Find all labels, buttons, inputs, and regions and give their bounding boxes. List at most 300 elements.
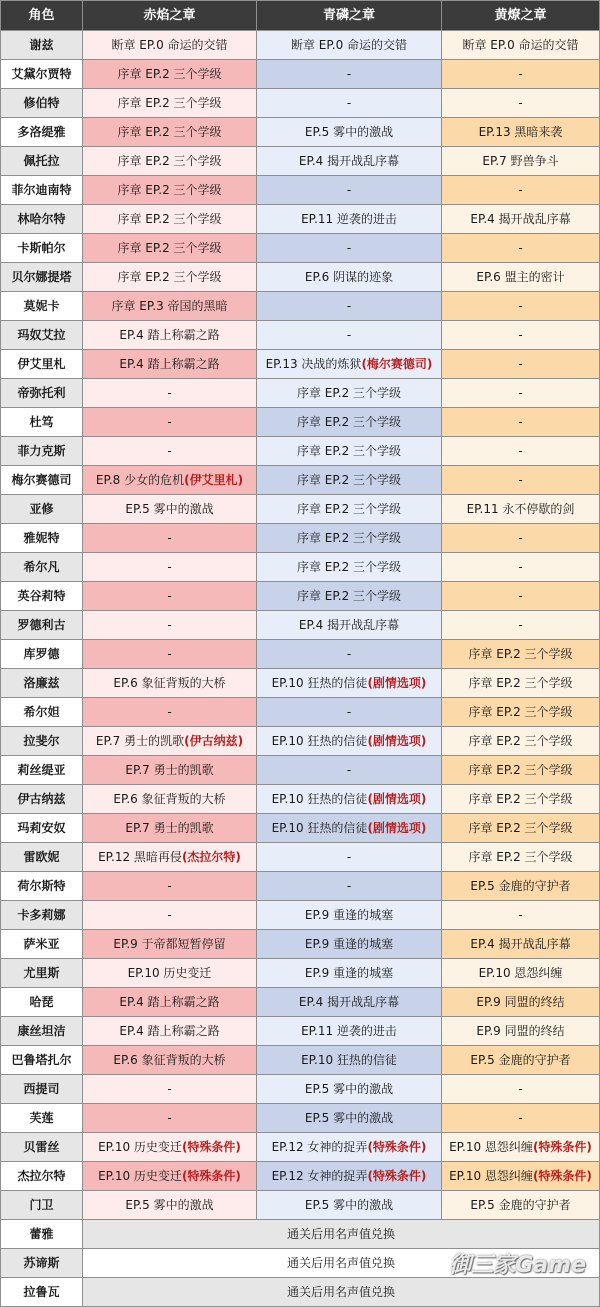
blue-chapter-cell (257, 640, 442, 669)
character-name-cell: 修伯特 (1, 89, 83, 118)
yellow-chapter-cell-text: - (518, 908, 523, 922)
red-chapter-cell-text: 断章 EP.0 命运的交错 (111, 38, 228, 52)
character-name-cell: 萨米亚 (1, 930, 83, 959)
yellow-chapter-cell (442, 669, 600, 698)
yellow-chapter-cell (442, 147, 600, 176)
character-name-cell: 伊古纳兹 (1, 785, 83, 814)
yellow-chapter-cell (442, 611, 600, 640)
blue-chapter-cell (257, 321, 442, 350)
red-chapter-cell-text: EP.10 历史变迁 (98, 1169, 182, 1183)
red-chapter-cell-text: - (167, 1082, 172, 1096)
character-name-cell: 英谷莉特 (1, 582, 83, 611)
blue-chapter-cell (257, 408, 442, 437)
yellow-chapter-cell (442, 1104, 600, 1133)
condition-note: (梅尔赛德司) (361, 357, 433, 371)
blue-chapter-cell (257, 1133, 442, 1162)
red-chapter-cell-text: EP.7 勇士的凯歌 (125, 763, 214, 777)
red-chapter-cell (83, 756, 257, 785)
table-body (1, 31, 600, 1307)
character-name-cell: 蕾雅 (1, 1220, 83, 1249)
blue-chapter-cell-text: 序章 EP.2 三个学级 (296, 444, 402, 458)
blue-chapter-cell (257, 263, 442, 292)
table-row (1, 31, 600, 60)
table-row (1, 350, 600, 379)
blue-chapter-cell-text: 序章 EP.2 三个学级 (296, 473, 402, 487)
yellow-chapter-cell-text: EP.5 金鹿的守护者 (470, 1053, 571, 1067)
yellow-chapter-cell (442, 263, 600, 292)
table-row (1, 1278, 600, 1307)
table-row (1, 930, 600, 959)
red-chapter-cell-text: - (167, 879, 172, 893)
character-name-cell: 罗德利古 (1, 611, 83, 640)
blue-chapter-cell-text: - (346, 241, 352, 255)
yellow-chapter-cell-text: EP.13 黑暗来袭 (478, 125, 563, 139)
blue-chapter-cell (257, 959, 442, 988)
blue-chapter-cell-text: - (346, 647, 352, 661)
red-chapter-cell (83, 988, 257, 1017)
yellow-chapter-cell-text: - (518, 1082, 523, 1096)
yellow-chapter-cell-text: - (518, 560, 523, 574)
character-name-cell: 多洛缇雅 (1, 118, 83, 147)
yellow-chapter-cell-text: EP.9 同盟的终结 (476, 995, 565, 1009)
table-row (1, 1046, 600, 1075)
blue-chapter-cell (257, 437, 442, 466)
red-chapter-cell (83, 118, 257, 147)
yellow-chapter-cell-text: 序章 EP.2 三个学级 (468, 734, 573, 748)
condition-note: (伊古纳兹) (184, 734, 244, 748)
red-chapter-cell (83, 553, 257, 582)
yellow-chapter-cell-text: EP.4 揭开战乱序幕 (470, 212, 571, 226)
blue-chapter-cell-text: 序章 EP.2 三个学级 (296, 589, 402, 603)
yellow-chapter-cell-text: EP.10 恩怨纠缠 (478, 966, 563, 980)
table-row (1, 582, 600, 611)
red-chapter-cell-text: EP.12 黑暗再侵 (98, 850, 182, 864)
character-name-cell: 卡斯帕尔 (1, 234, 83, 263)
red-chapter-cell-text: EP.6 象征背叛的大桥 (113, 676, 226, 690)
red-chapter-cell-text: - (167, 415, 172, 429)
yellow-chapter-cell (442, 466, 600, 495)
red-chapter-cell (83, 1191, 257, 1220)
yellow-chapter-cell-text: - (518, 589, 523, 603)
character-name-cell: 拉鲁瓦 (1, 1278, 83, 1307)
yellow-chapter-cell-text: 序章 EP.2 三个学级 (468, 821, 573, 835)
yellow-chapter-cell (442, 727, 600, 756)
blue-chapter-cell-text: 序章 EP.2 三个学级 (296, 502, 402, 516)
blue-chapter-cell-text: EP.9 重逢的城塞 (304, 937, 394, 951)
red-chapter-cell (83, 89, 257, 118)
table-row (1, 553, 600, 582)
condition-note: (剧情选项) (367, 676, 427, 690)
blue-chapter-cell-text: - (346, 850, 352, 864)
character-name-cell: 莫妮卡 (1, 292, 83, 321)
blue-chapter-cell (257, 698, 442, 727)
red-chapter-cell-text: 序章 EP.2 三个学级 (117, 96, 222, 110)
blue-chapter-cell (257, 1104, 442, 1133)
red-chapter-cell (83, 611, 257, 640)
yellow-chapter-cell (442, 321, 600, 350)
table-row (1, 901, 600, 930)
yellow-chapter-cell (442, 1162, 600, 1191)
yellow-chapter-cell-text: - (518, 1111, 523, 1125)
yellow-chapter-cell-text: EP.5 金鹿的守护者 (470, 1198, 571, 1212)
condition-note: (伊艾里札) (184, 473, 244, 487)
red-chapter-cell (83, 466, 257, 495)
red-chapter-cell-text: EP.4 踏上称霸之路 (119, 357, 220, 371)
red-chapter-cell-text: 序章 EP.3 帝国的黑暗 (111, 299, 228, 313)
red-chapter-cell-text: EP.5 雾中的激战 (125, 502, 214, 516)
red-chapter-cell-text: EP.7 勇士的凯歌 (95, 734, 185, 748)
red-chapter-cell-text: - (167, 618, 172, 632)
table-row (1, 234, 600, 263)
blue-chapter-cell (257, 901, 442, 930)
blue-chapter-cell-text: EP.10 狂热的信徒 (301, 1053, 397, 1067)
blue-chapter-cell-text: 序章 EP.2 三个学级 (296, 560, 402, 574)
table-row (1, 1017, 600, 1046)
table-row (1, 959, 600, 988)
condition-note: (特殊条件) (181, 1140, 241, 1154)
condition-note: (杰拉尔特) (181, 850, 241, 864)
yellow-chapter-cell-text: EP.11 永不停歇的剑 (466, 502, 575, 516)
table-row (1, 843, 600, 872)
yellow-chapter-cell (442, 872, 600, 901)
yellow-chapter-cell-text: - (518, 96, 523, 110)
merged-note-cell: 通关后用名声值兑换 (83, 1249, 600, 1278)
yellow-chapter-cell (442, 437, 600, 466)
character-name-cell: 尤里斯 (1, 959, 83, 988)
blue-chapter-cell-text: EP.10 狂热的信徒 (271, 734, 368, 748)
character-name-cell: 洛廉兹 (1, 669, 83, 698)
blue-chapter-cell-text: EP.11 逆袭的进击 (301, 1024, 397, 1038)
yellow-chapter-cell-text: - (518, 531, 523, 545)
yellow-chapter-cell (442, 31, 600, 60)
character-name-cell: 康丝坦洁 (1, 1017, 83, 1046)
blue-chapter-cell (257, 843, 442, 872)
character-name-cell: 雷欧妮 (1, 843, 83, 872)
character-name-cell: 卡多莉娜 (1, 901, 83, 930)
table-row (1, 89, 600, 118)
table-row (1, 379, 600, 408)
blue-chapter-cell (257, 1046, 442, 1075)
red-chapter-cell-text: EP.10 历史变迁 (98, 1140, 182, 1154)
yellow-chapter-cell (442, 930, 600, 959)
yellow-chapter-cell-text: - (518, 473, 523, 487)
character-name-cell: 菲力克斯 (1, 437, 83, 466)
blue-chapter-cell (257, 466, 442, 495)
red-chapter-cell (83, 524, 257, 553)
red-chapter-cell-text: 序章 EP.2 三个学级 (117, 154, 222, 168)
red-chapter-cell (83, 292, 257, 321)
yellow-chapter-cell-text: - (518, 444, 523, 458)
blue-chapter-cell (257, 785, 442, 814)
red-chapter-cell-text: - (167, 589, 172, 603)
blue-chapter-cell (257, 814, 442, 843)
character-name-cell: 希尔妲 (1, 698, 83, 727)
table-row (1, 176, 600, 205)
blue-chapter-cell (257, 1191, 442, 1220)
character-name-cell: 杰拉尔特 (1, 1162, 83, 1191)
table-row (1, 60, 600, 89)
red-chapter-cell (83, 176, 257, 205)
condition-note: (特殊条件) (367, 1169, 427, 1183)
condition-note: (特殊条件) (532, 1140, 592, 1154)
blue-chapter-cell-text: 序章 EP.2 三个学级 (296, 415, 402, 429)
blue-chapter-cell-text: EP.4 揭开战乱序幕 (298, 618, 400, 632)
blue-chapter-cell (257, 727, 442, 756)
character-name-cell: 伊艾里札 (1, 350, 83, 379)
red-chapter-cell (83, 1104, 257, 1133)
red-chapter-cell (83, 814, 257, 843)
column-header-yellow-chapter: 黄燎之章 (442, 1, 600, 31)
blue-chapter-cell (257, 60, 442, 89)
red-chapter-cell-text: 序章 EP.2 三个学级 (117, 212, 222, 226)
table-row (1, 640, 600, 669)
yellow-chapter-cell-text: EP.7 野兽争斗 (482, 154, 559, 168)
character-name-cell: 贝雷丝 (1, 1133, 83, 1162)
table-row (1, 611, 600, 640)
red-chapter-cell (83, 321, 257, 350)
yellow-chapter-cell (442, 988, 600, 1017)
condition-note: (剧情选项) (367, 792, 427, 806)
red-chapter-cell (83, 669, 257, 698)
character-name-cell: 贝尔娜提塔 (1, 263, 83, 292)
blue-chapter-cell-text: EP.4 揭开战乱序幕 (298, 995, 400, 1009)
blue-chapter-cell (257, 930, 442, 959)
blue-chapter-cell-text: EP.4 揭开战乱序幕 (298, 154, 400, 168)
character-name-cell: 玛奴艾拉 (1, 321, 83, 350)
yellow-chapter-cell (442, 553, 600, 582)
red-chapter-cell-text: EP.4 踏上称霸之路 (119, 995, 220, 1009)
blue-chapter-cell (257, 292, 442, 321)
blue-chapter-cell-text: EP.5 雾中的激战 (304, 1198, 394, 1212)
red-chapter-cell-text: EP.10 历史变迁 (127, 966, 212, 980)
red-chapter-cell-text: EP.6 象征背叛的大桥 (113, 792, 226, 806)
yellow-chapter-cell (442, 495, 600, 524)
table-row (1, 756, 600, 785)
red-chapter-cell (83, 930, 257, 959)
blue-chapter-cell-text: 断章 EP.0 命运的交错 (290, 38, 408, 52)
red-chapter-cell (83, 582, 257, 611)
red-chapter-cell (83, 263, 257, 292)
red-chapter-cell (83, 1162, 257, 1191)
character-name-cell: 玛莉安奴 (1, 814, 83, 843)
yellow-chapter-cell-text: - (518, 328, 523, 342)
red-chapter-cell-text: - (167, 560, 172, 574)
red-chapter-cell (83, 698, 257, 727)
red-chapter-cell-text: - (167, 647, 172, 661)
yellow-chapter-cell-text: EP.5 金鹿的守护者 (470, 879, 571, 893)
character-name-cell: 谢兹 (1, 31, 83, 60)
red-chapter-cell (83, 60, 257, 89)
yellow-chapter-cell (442, 89, 600, 118)
table-row (1, 1133, 600, 1162)
character-name-cell: 亚修 (1, 495, 83, 524)
yellow-chapter-cell-text: - (518, 415, 523, 429)
red-chapter-cell-text: - (167, 386, 172, 400)
blue-chapter-cell-text: EP.10 狂热的信徒 (271, 792, 368, 806)
yellow-chapter-cell (442, 1133, 600, 1162)
red-chapter-cell (83, 437, 257, 466)
red-chapter-cell (83, 1075, 257, 1104)
blue-chapter-cell (257, 205, 442, 234)
character-name-cell: 帝弥托利 (1, 379, 83, 408)
yellow-chapter-cell-text: EP.9 同盟的终结 (476, 1024, 565, 1038)
red-chapter-cell-text: - (167, 908, 172, 922)
yellow-chapter-cell (442, 176, 600, 205)
table-row (1, 1075, 600, 1104)
red-chapter-cell (83, 872, 257, 901)
character-name-cell: 梅尔赛德司 (1, 466, 83, 495)
yellow-chapter-cell (442, 959, 600, 988)
table-row (1, 524, 600, 553)
blue-chapter-cell-text: EP.12 女神的捉弄 (271, 1169, 368, 1183)
red-chapter-cell (83, 31, 257, 60)
blue-chapter-cell-text: EP.5 雾中的激战 (304, 1082, 394, 1096)
yellow-chapter-cell (442, 901, 600, 930)
character-name-cell: 艾黛尔贾特 (1, 60, 83, 89)
blue-chapter-cell (257, 988, 442, 1017)
character-name-cell: 巴鲁塔扎尔 (1, 1046, 83, 1075)
watermark-logo: 御三家Game (449, 1253, 586, 1278)
blue-chapter-cell-text: EP.5 雾中的激战 (304, 1111, 394, 1125)
red-chapter-cell (83, 1017, 257, 1046)
red-chapter-cell (83, 959, 257, 988)
table-row (1, 988, 600, 1017)
character-name-cell: 荷尔斯特 (1, 872, 83, 901)
yellow-chapter-cell (442, 292, 600, 321)
yellow-chapter-cell-text: - (518, 299, 523, 313)
character-name-cell: 西提司 (1, 1075, 83, 1104)
header-row (1, 1, 600, 31)
red-chapter-cell-text: EP.4 踏上称霸之路 (119, 328, 220, 342)
blue-chapter-cell-text: EP.9 重逢的城塞 (304, 908, 394, 922)
yellow-chapter-cell-text: EP.4 揭开战乱序幕 (470, 937, 571, 951)
yellow-chapter-cell (442, 379, 600, 408)
yellow-chapter-cell-text: 序章 EP.2 三个学级 (468, 763, 573, 777)
character-name-cell: 拉斐尔 (1, 727, 83, 756)
table-row (1, 785, 600, 814)
yellow-chapter-cell-text: - (518, 357, 523, 371)
character-name-cell: 希尔凡 (1, 553, 83, 582)
yellow-chapter-cell-text: 断章 EP.0 命运的交错 (462, 38, 579, 52)
yellow-chapter-cell-text: 序章 EP.2 三个学级 (468, 850, 573, 864)
red-chapter-cell (83, 147, 257, 176)
red-chapter-cell-text: EP.8 少女的危机 (95, 473, 185, 487)
red-chapter-cell-text: - (167, 444, 172, 458)
blue-chapter-cell-text: EP.10 狂热的信徒 (271, 676, 368, 690)
table-row (1, 321, 600, 350)
condition-note: (剧情选项) (367, 821, 427, 835)
blue-chapter-cell-text: EP.11 逆袭的进击 (301, 212, 397, 226)
merged-note-cell: 通关后用名声值兑换 (83, 1220, 600, 1249)
condition-note: (特殊条件) (181, 1169, 241, 1183)
red-chapter-cell (83, 350, 257, 379)
yellow-chapter-cell-text: EP.10 恩怨纠缠 (449, 1140, 533, 1154)
blue-chapter-cell-text: EP.10 狂热的信徒 (271, 821, 368, 835)
yellow-chapter-cell (442, 814, 600, 843)
blue-chapter-cell (257, 176, 442, 205)
table-row (1, 495, 600, 524)
yellow-chapter-cell-text: - (518, 183, 523, 197)
yellow-chapter-cell (442, 756, 600, 785)
blue-chapter-cell-text: EP.13 决战的炼狱 (265, 357, 362, 371)
red-chapter-cell-text: EP.9 于帝都短暂停留 (113, 937, 226, 951)
yellow-chapter-cell (442, 698, 600, 727)
character-name-cell: 库罗德 (1, 640, 83, 669)
table-row (1, 1104, 600, 1133)
blue-chapter-cell-text: 序章 EP.2 三个学级 (296, 531, 402, 545)
table-row (1, 1249, 600, 1278)
red-chapter-cell-text: EP.4 踏上称霸之路 (119, 1024, 220, 1038)
merged-note-cell: 通关后用名声值兑换 (83, 1278, 600, 1307)
red-chapter-cell (83, 495, 257, 524)
table-row (1, 814, 600, 843)
table-row (1, 466, 600, 495)
table-row (1, 1162, 600, 1191)
yellow-chapter-cell (442, 1046, 600, 1075)
blue-chapter-cell-text: - (346, 96, 352, 110)
table-row (1, 872, 600, 901)
character-name-cell: 苏谛斯 (1, 1249, 83, 1278)
yellow-chapter-cell (442, 524, 600, 553)
red-chapter-cell-text: EP.7 勇士的凯歌 (125, 821, 214, 835)
blue-chapter-cell (257, 582, 442, 611)
blue-chapter-cell (257, 31, 442, 60)
column-header-red-chapter: 赤焰之章 (83, 1, 257, 31)
yellow-chapter-cell (442, 843, 600, 872)
yellow-chapter-cell (442, 60, 600, 89)
yellow-chapter-cell-text: 序章 EP.2 三个学级 (468, 705, 573, 719)
yellow-chapter-cell (442, 785, 600, 814)
yellow-chapter-cell-text: 序章 EP.2 三个学级 (468, 792, 573, 806)
character-name-cell: 雅妮特 (1, 524, 83, 553)
blue-chapter-cell (257, 872, 442, 901)
table-row (1, 263, 600, 292)
table-row (1, 205, 600, 234)
blue-chapter-cell (257, 147, 442, 176)
blue-chapter-cell-text: EP.6 阴谋的迹象 (304, 270, 394, 284)
table-row (1, 118, 600, 147)
yellow-chapter-cell (442, 1075, 600, 1104)
character-name-cell: 杜笃 (1, 408, 83, 437)
blue-chapter-cell (257, 1075, 442, 1104)
blue-chapter-cell-text: - (346, 67, 352, 81)
yellow-chapter-cell (442, 582, 600, 611)
red-chapter-cell (83, 1133, 257, 1162)
character-name-cell: 林哈尔特 (1, 205, 83, 234)
blue-chapter-cell-text: 序章 EP.2 三个学级 (296, 386, 402, 400)
blue-chapter-cell-text: EP.9 重逢的城塞 (304, 966, 394, 980)
character-name-cell: 门卫 (1, 1191, 83, 1220)
red-chapter-cell (83, 901, 257, 930)
red-chapter-cell (83, 205, 257, 234)
character-name-cell: 莉丝缇亚 (1, 756, 83, 785)
blue-chapter-cell-text: EP.12 女神的捉弄 (271, 1140, 368, 1154)
blue-chapter-cell (257, 756, 442, 785)
blue-chapter-cell-text: - (346, 183, 352, 197)
yellow-chapter-cell-text: 序章 EP.2 三个学级 (468, 676, 573, 690)
red-chapter-cell-text: 序章 EP.2 三个学级 (117, 270, 222, 284)
red-chapter-cell-text: 序章 EP.2 三个学级 (117, 183, 222, 197)
blue-chapter-cell (257, 1162, 442, 1191)
table-row (1, 408, 600, 437)
blue-chapter-cell (257, 553, 442, 582)
yellow-chapter-cell (442, 205, 600, 234)
blue-chapter-cell (257, 89, 442, 118)
red-chapter-cell (83, 727, 257, 756)
table-row (1, 1191, 600, 1220)
table-row (1, 292, 600, 321)
red-chapter-cell-text: EP.5 雾中的激战 (125, 1198, 214, 1212)
